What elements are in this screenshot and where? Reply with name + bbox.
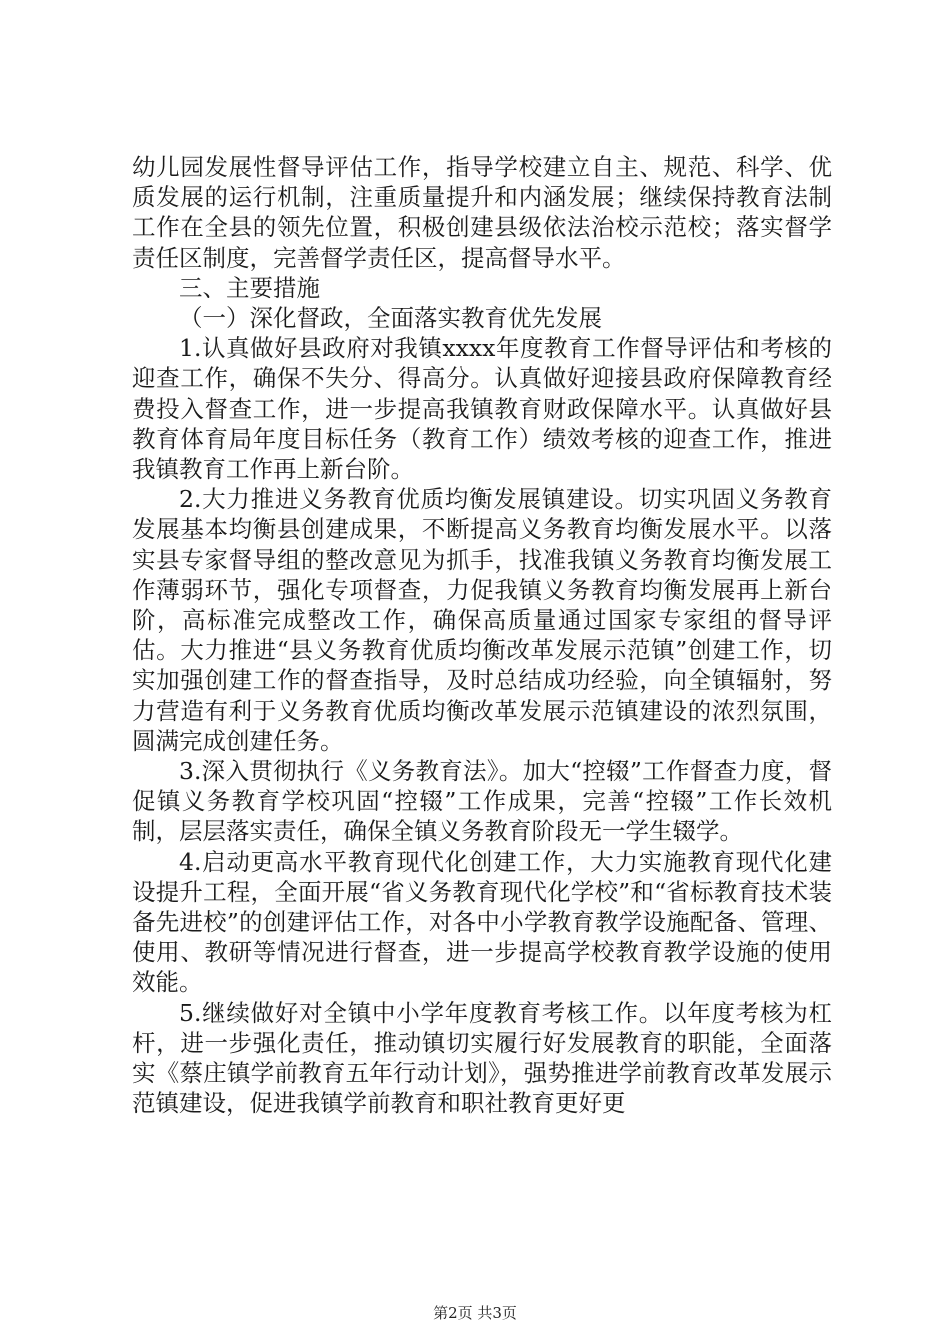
paragraph-item-2: 2.大力推进义务教育优质均衡发展镇建设。切实巩固义务教育发展基本均衡县创建成果，不断提高义务教育均衡发展水平。以落实县专家督导组的整改意见为抓手，找准我镇义务教育均衡发展工作薄弱环节，强化专项督查，力促我镇义务教育均衡发展再上新台阶，高标准完成整改工作，确保高质量通过国家专家组的督导评估。大力推进“县义务教育优质均衡改革发展示范镇”创建工作，切实加强创建工作的督查指导，及时总结成功经验，向全镇辐射，努力营造有利于义务教育优质均衡改革发展示范镇建设的浓烈氛围，圆满完成创建任务。 xyxy=(132,485,832,755)
paragraph-item-3: 3.深入贯彻执行《义务教育法》。加大“控辍”工作督查力度，督促镇义务教育学校巩固“控辍”工作成果，完善“控辍”工作长效机制，层层落实责任，确保全镇义务教育阶段无一学生辍学。 xyxy=(132,757,832,846)
paragraph-item-1: 1.认真做好县政府对我镇xxxx年度教育工作督导评估和考核的迎查工作，确保不失分、得高分。认真做好迎接县政府保障教育经费投入督查工作，进一步提高我镇教育财政保障水平。认真做好县教育体育局年度目标任务（教育工作）绩效考核的迎查工作，推进我镇教育工作再上新台阶。 xyxy=(132,334,832,484)
document-body xyxy=(132,152,832,1119)
paragraph-1: 幼儿园发展性督导评估工作，指导学校建立自主、规范、科学、优质发展的运行机制，注重质量提升和内涵发展；继续保持教育法制工作在全县的领先位置，积极创建县级依法治校示范校；落实督学责任区制度，完善督学责任区，提高督导水平。 xyxy=(132,153,832,272)
paragraph-item-4: 4.启动更高水平教育现代化创建工作，大力实施教育现代化建设提升工程，全面开展“省义务教育现代化学校”和“省标教育技术装备先进校”的创建评估工作，对各中小学教育教学设施配备、管理、使用、教研等情况进行督查，进一步提高学校教育教学设施的使用效能。 xyxy=(132,847,832,997)
subsection-heading-1: （一）深化督政，全面落实教育优先发展 xyxy=(179,304,602,333)
section-heading-3: 三、主要措施 xyxy=(179,273,320,302)
paragraph-item-5: 5.继续做好对全镇中小学年度教育考核工作。以年度考核为杠杆，进一步强化责任，推动镇切实履行好发展教育的职能，全面落实《蔡庄镇学前教育五年行动计划》，强势推进学前教育改革发展示范镇建设，促进我镇学前教育和职社教育更好更 xyxy=(132,998,832,1118)
page-footer: 第2页 共3页 xyxy=(433,1304,517,1322)
